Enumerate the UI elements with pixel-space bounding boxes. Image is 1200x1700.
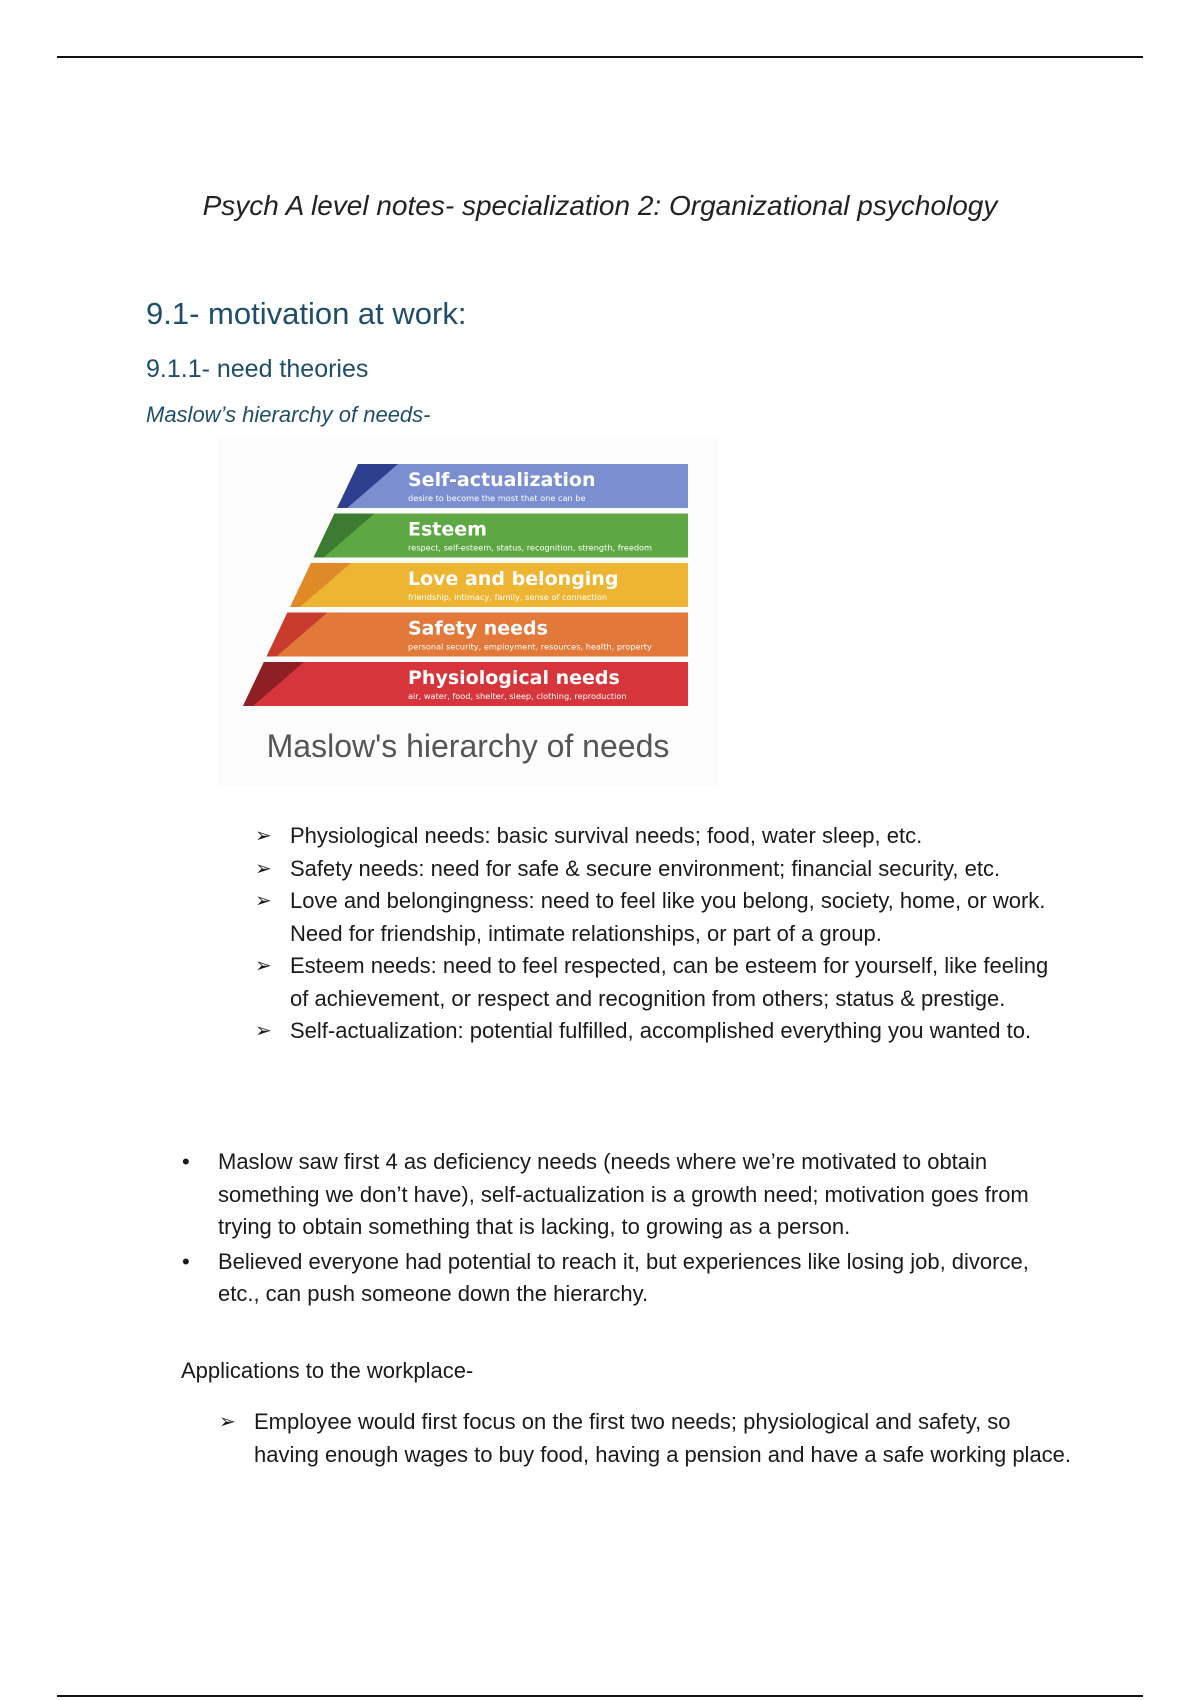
list-item-text: Love and belongingness: need to feel like you belong, society, home, or work. Need for friendship, intimate relationships, or part of a group. [290, 888, 1046, 946]
list-item [182, 1246, 1068, 1311]
bullet-icon: • [182, 1149, 190, 1174]
subsection-heading: 9.1.1- need theories [146, 355, 369, 383]
needs-list [255, 820, 1070, 1048]
figure-caption: Maslow's hierarchy of needs [266, 728, 670, 764]
list-item [255, 853, 1070, 886]
pyramid-level-subtitle: friendship, intimacy, family, sense of connection [408, 592, 608, 602]
arrow-bullet-icon: ➢ [255, 890, 272, 912]
list-item-text: Maslow saw first 4 as deficiency needs (needs where we’re motivated to obtain something we don’t have), self-actualization is a growth need; motivation goes from trying to obtain something that is lacking, to growing as a person. [218, 1149, 1029, 1239]
maslow-pyramid-figure [218, 436, 718, 786]
arrow-bullet-icon: ➢ [255, 1020, 272, 1042]
topic-heading: Maslow’s hierarchy of needs- [146, 402, 431, 427]
list-item [182, 1146, 1068, 1244]
arrow-bullet-icon: ➢ [255, 825, 272, 847]
pyramid-level-title: Esteem [408, 518, 487, 541]
list-item-text: Physiological needs: basic survival needs; food, water sleep, etc. [290, 823, 923, 848]
document-title: Psych A level notes- specialization 2: Organizational psychology [202, 190, 998, 221]
list-item [219, 1406, 1074, 1471]
list-item-text: Safety needs: need for safe & secure environment; financial security, etc. [290, 855, 1001, 881]
pyramid-level-title: Love and belonging [408, 568, 619, 590]
arrow-bullet-icon: ➢ [255, 857, 272, 880]
pyramid-level-subtitle: desire to become the most that one can be [408, 493, 586, 503]
list-item [255, 950, 1070, 1015]
pyramid-level-title: Physiological needs [408, 667, 620, 689]
list-item-text: Believed everyone had potential to reach it, but experiences like losing job, divorce, etc., can push someone down the hierarchy. [218, 1248, 1029, 1306]
list-item [255, 820, 1070, 853]
top-rule [57, 56, 1143, 58]
list-item-text: Employee would first focus on the first two needs; physiological and safety, so having enough wages to buy food, having a pension and have a safe working place. [254, 1409, 1072, 1467]
pyramid-level-subtitle: respect, self-esteem, status, recognition, strength, freedom [408, 542, 653, 553]
maslow-pyramid [218, 436, 718, 726]
pyramid-level-subtitle: personal security, employment, resources, health, property [408, 641, 652, 652]
pyramid-level-title: Safety needs [408, 617, 548, 640]
section-heading: 9.1- motivation at work: [146, 296, 467, 331]
arrow-bullet-icon: ➢ [219, 1411, 236, 1433]
list-item-text: Esteem needs: need to feel respected, can be esteem for yourself, like feeling of achievement, or respect and recognition from others; status & prestige. [290, 953, 1049, 1011]
arrow-bullet-icon: ➢ [255, 955, 272, 977]
list-item [255, 1015, 1070, 1048]
pyramid-level-title: Self-actualization [408, 469, 596, 491]
bottom-rule [57, 1695, 1143, 1697]
applications-heading: Applications to the workplace- [181, 1358, 474, 1383]
bullet-icon: • [182, 1248, 190, 1274]
notes-bullet-list [182, 1146, 1068, 1311]
list-item [255, 885, 1070, 950]
pyramid-level-subtitle: air, water, food, shelter, sleep, clothing, reproduction [408, 691, 627, 701]
applications-list [219, 1406, 1074, 1471]
list-item-text: Self-actualization: potential fulfilled, accomplished everything you wanted to. [290, 1018, 1032, 1043]
